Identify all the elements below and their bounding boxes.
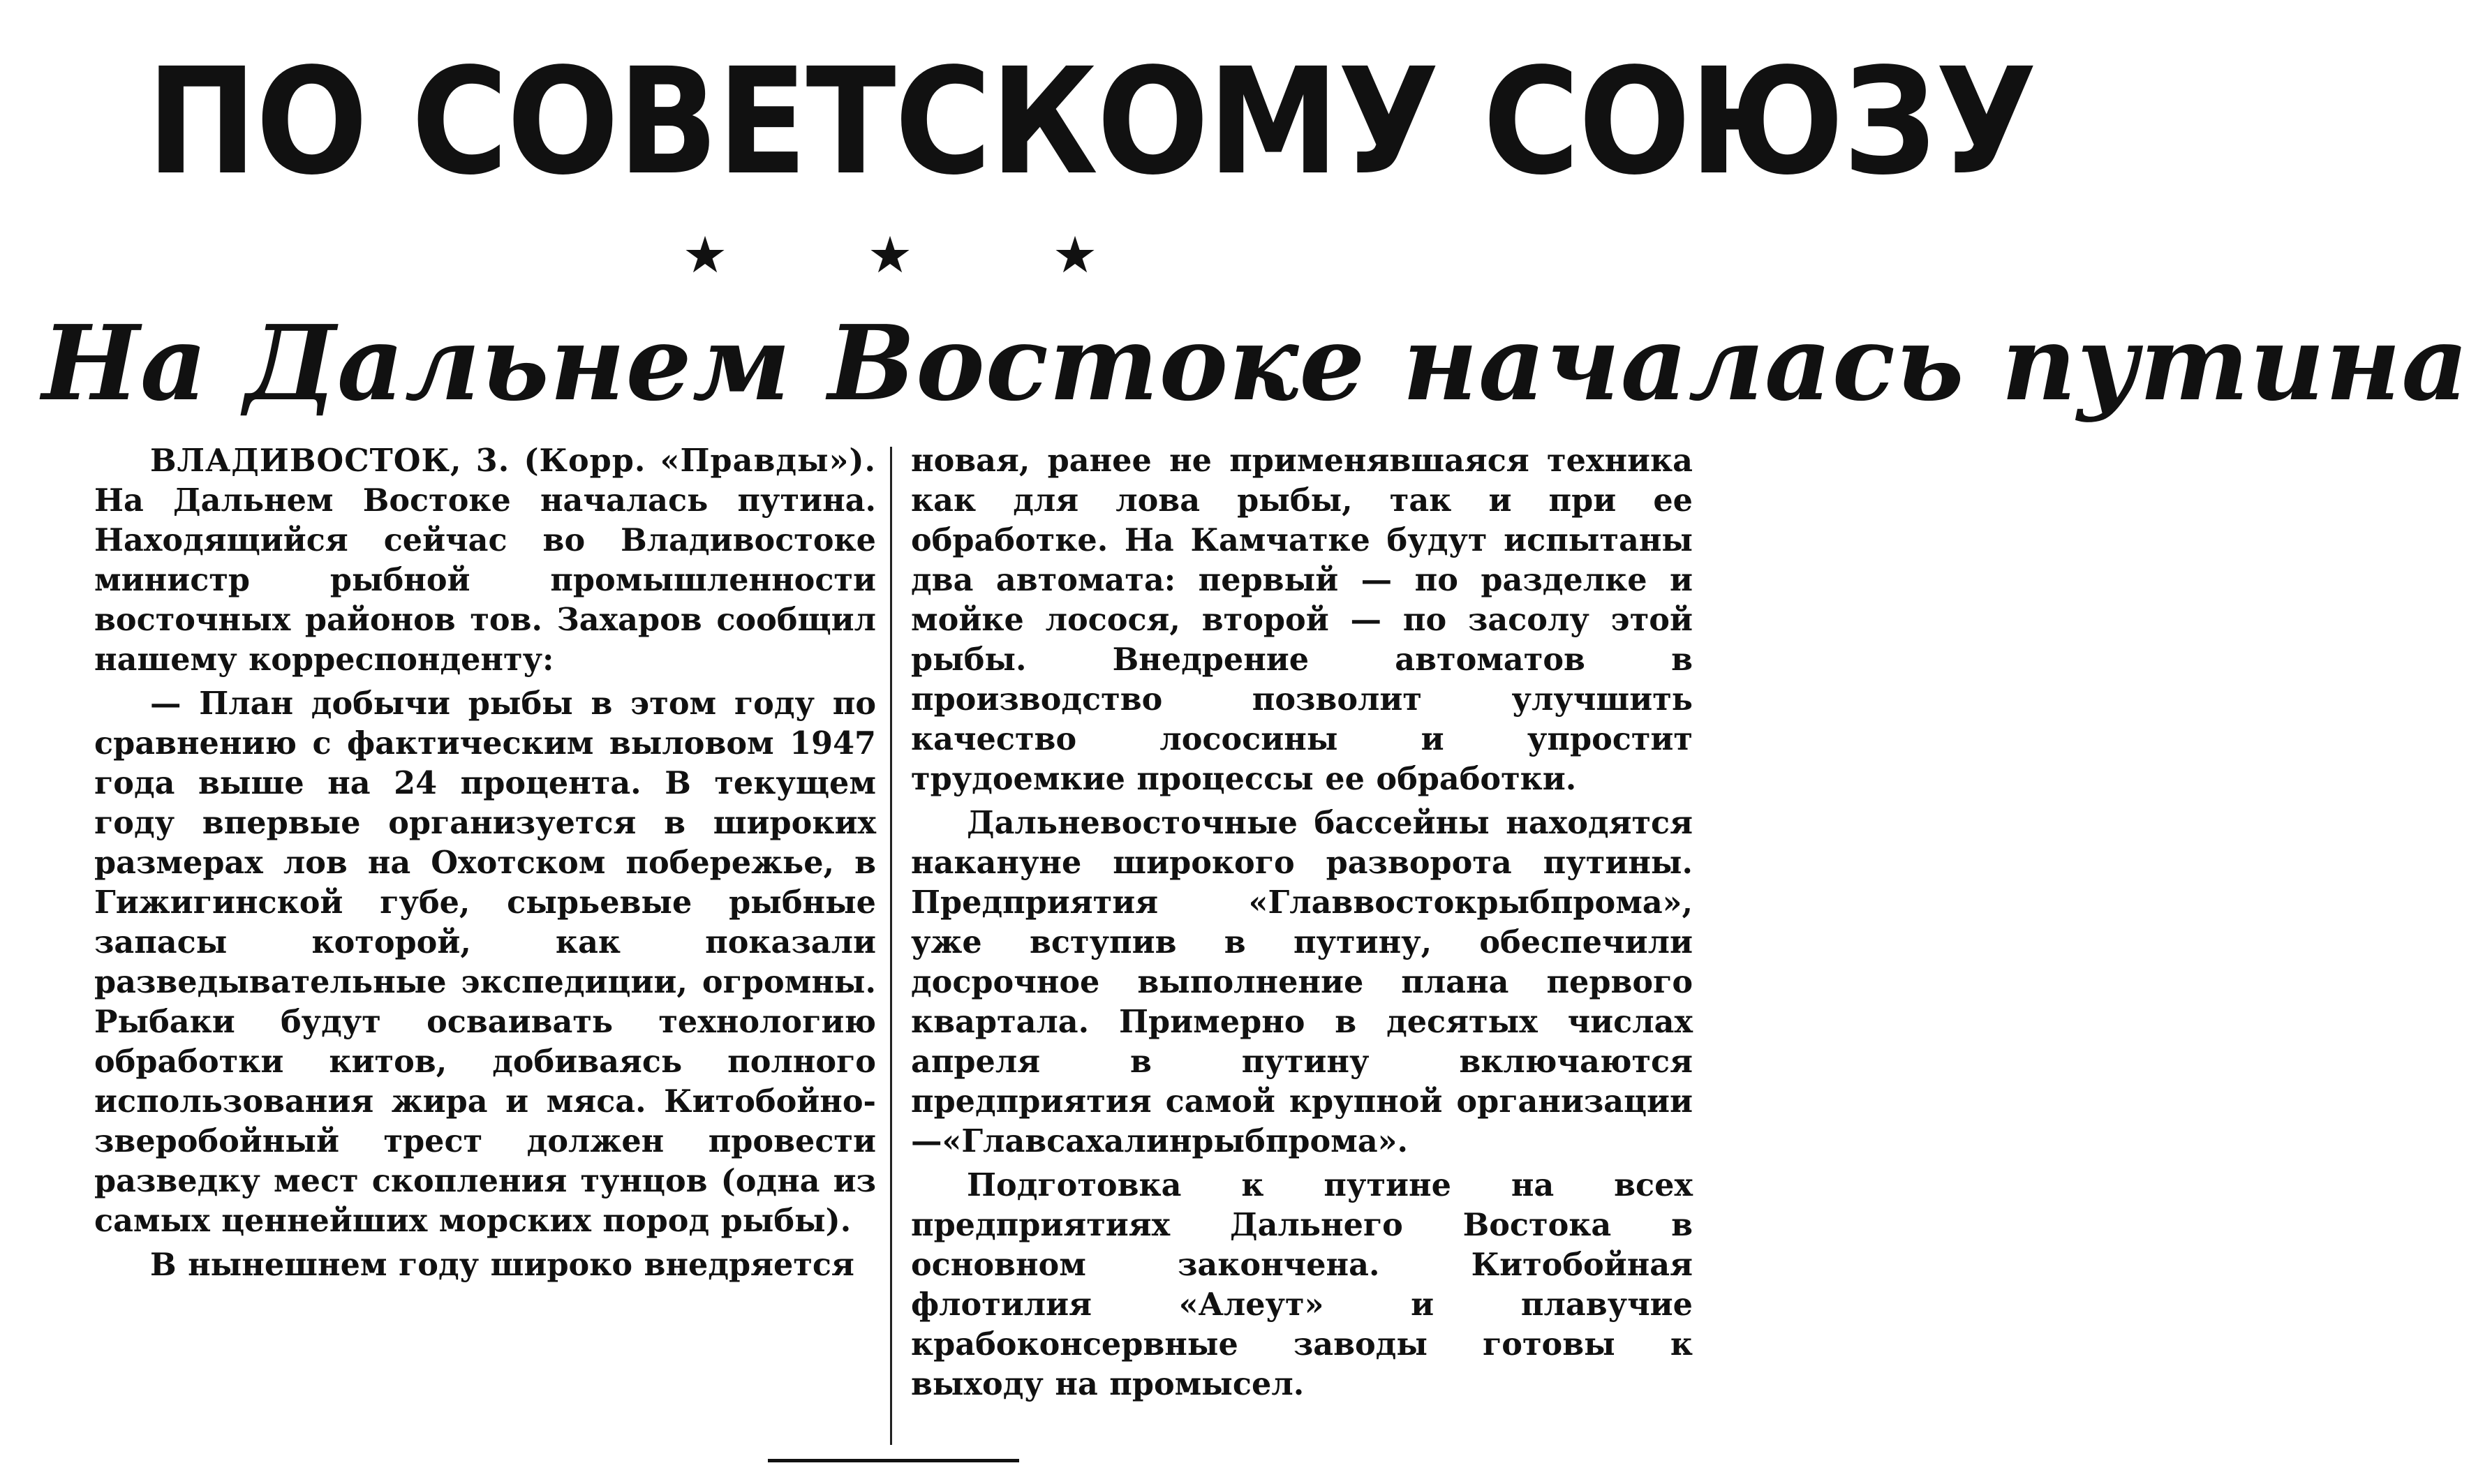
article-column-left bbox=[94, 441, 876, 1285]
star-ornament bbox=[0, 225, 1781, 286]
bottom-rule bbox=[768, 1459, 1019, 1462]
article-dateline: ВЛАДИВОСТОК, 3. (Корр. «Правды»). bbox=[150, 443, 876, 479]
star-icon: ★ bbox=[682, 225, 728, 284]
article-paragraph: Дальневосточные бассейны находятся накануне широкого разворота путины. Предприятия «Главвостокрыбпрома», уже вступив в путину, обеспечили досрочное выполнение плана первого квартала. Примерно в десятых числах апреля в путину включаются предприятия самой крупной организации—«Главсахалинрыбпрома». bbox=[911, 805, 1693, 1159]
section-masthead: ПО СОВЕТСКОМУ СОЮЗУ bbox=[147, 36, 2036, 207]
article-column-right bbox=[911, 441, 1693, 1404]
star-icon: ★ bbox=[1052, 225, 1098, 284]
article-paragraph: — План добычи рыбы в этом году по сравнению с фактическим выловом 1947 года выше на 24 процента. В текущем году впервые организуется в широких размерах лов на Охотском побережье, в Гижигинской губе, сырьевые рыбные запасы которой, как показали разведывательные экспедиции, огромны. Рыбаки будут осваивать технологию обработки китов, добиваясь полного использования жира и мяса. Китобойно-зверобойный трест должен провести разведку мест скопления тунцов (одна из самых ценнейших морских пород рыбы). bbox=[94, 685, 876, 1239]
article-paragraph: новая, ранее не применявшаяся техника как для лова рыбы, так и при ее обработке. На Камчатке будут испытаны два автомата: первый — по разделке и мойке лосося, второй — по засолу этой рыбы. Внедрение автоматов в производство позволит улучшить качество лососины и упростит трудоемкие процессы ее обработки. bbox=[911, 443, 1693, 797]
article-headline: На Дальнем Востоке началась путина bbox=[42, 302, 2469, 424]
article-lead-paragraph bbox=[94, 441, 876, 680]
article-paragraph: Подготовка к путине на всех предприятиях Дальнего Востока в основном закончена. Китобойная флотилия «Алеут» и плавучие крабоконсервные заводы готовы к выходу на промысел. bbox=[911, 1167, 1693, 1402]
article-paragraph: На Дальнем Востоке началась путина. Находящийся сейчас во Владивостоке министр рыбной промышленности восточных районов тов. Захаров сообщил нашему корреспонденту: bbox=[94, 482, 876, 678]
star-icon: ★ bbox=[867, 225, 913, 284]
article-paragraph: В нынешнем году широко внедряется bbox=[150, 1247, 854, 1283]
column-divider bbox=[890, 447, 892, 1445]
